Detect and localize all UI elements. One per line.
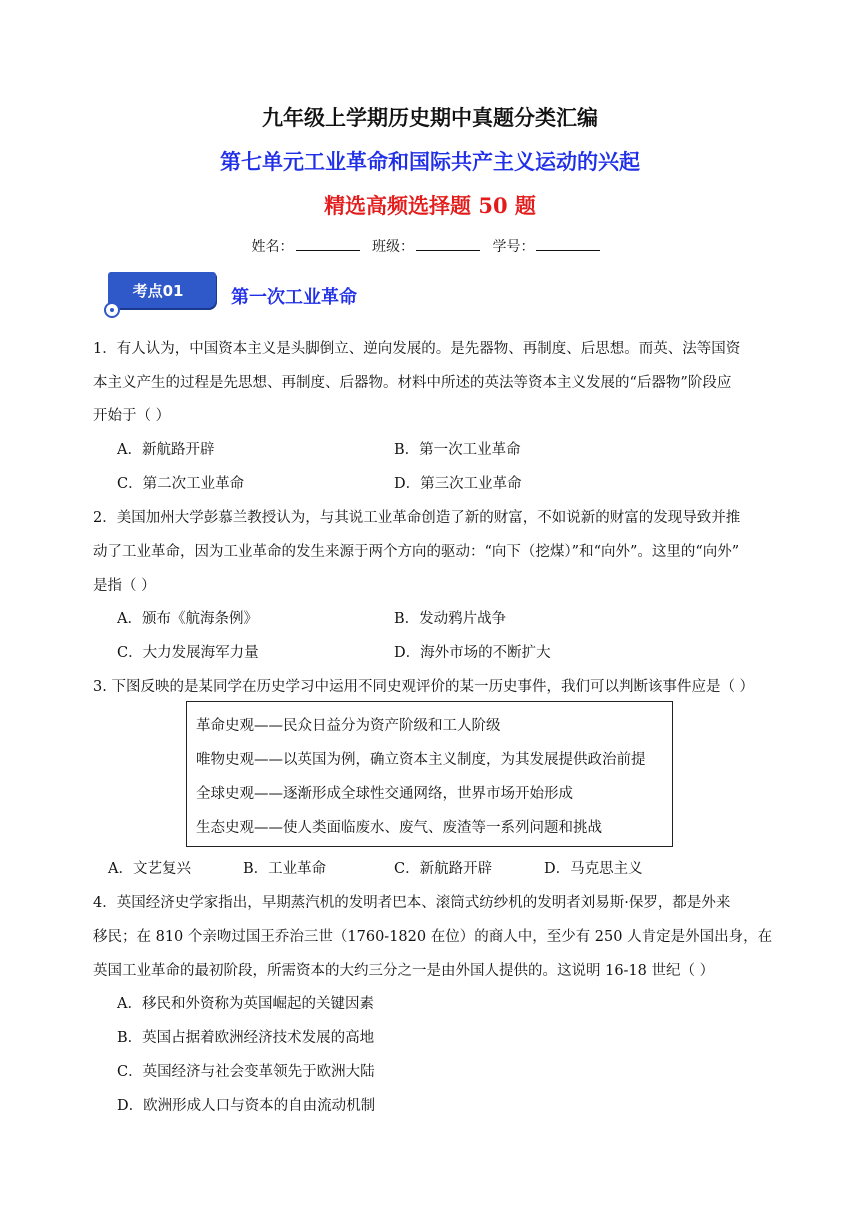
question-3-line: 3. 下图反映的是某同学在历史学习中运用不同史观评价的某一历史事件，我们可以判断该事件应是（ ）	[93, 679, 755, 695]
question-1-line: 1．有人认为，中国资本主义是头脚倒立、逆向发展的。是先器物、再制度、后思想。而英、法等国资	[93, 341, 741, 357]
question-2-option-c[interactable]: C．大力发展海军力量	[117, 645, 259, 661]
question-2-line: 动了工业革命，因为工业革命的发生来源于两个方向的驱动：“向下（挖煤）”和“向外”。这里的“向外”	[93, 544, 740, 560]
question-3-option-b[interactable]: B．工业革命	[243, 861, 327, 877]
question-1-option-c[interactable]: C．第二次工业革命	[117, 476, 245, 492]
question-4-line: 移民；在 810 个亲吻过国王乔治三世（1760-1820 在位）的商人中，至少有 250 人肯定是外国出身，在	[93, 929, 773, 945]
material-line: 革命史观——民众日益分为资产阶级和工人阶级	[196, 718, 501, 734]
class-label: 班级：	[372, 239, 414, 255]
question-2-option-d[interactable]: D．海外市场的不断扩大	[394, 645, 551, 661]
material-line: 生态史观——使人类面临废水、废气、废渣等一系列问题和挑战	[196, 820, 602, 836]
question-1-line: 本主义产生的过程是先思想、再制度、后器物。材料中所述的英法等资本主义发展的“后器物”阶段应	[93, 375, 732, 391]
id-label: 学号：	[492, 239, 535, 255]
section-title: 第一次工业革命	[231, 287, 357, 308]
question-2-option-a[interactable]: A．颁布《航海条例》	[117, 611, 258, 627]
question-2-line: 2．美国加州大学彭慕兰教授认为，与其说工业革命创造了新的财富，不如说新的财富的发现导致并推	[93, 510, 741, 526]
name-blank	[296, 237, 360, 251]
question-3-option-a[interactable]: A．文艺复兴	[108, 861, 191, 877]
question-1-option-b[interactable]: B．第一次工业革命	[394, 442, 521, 458]
question-2-line: 是指（ ）	[93, 578, 156, 594]
section-badge	[108, 272, 216, 312]
class-blank	[416, 237, 480, 251]
question-4-line: 4．英国经济史学家指出，早期蒸汽机的发明者巴本、滚筒式纺纱机的发明者刘易斯·保罗，都是外来	[93, 895, 731, 911]
question-4-option-b[interactable]: B．英国占据着欧洲经济技术发展的高地	[117, 1030, 375, 1046]
question-1-option-d[interactable]: D．第三次工业革命	[394, 476, 522, 492]
sub-title: 精选高频选择题 50 题	[324, 193, 536, 218]
id-blank	[536, 237, 600, 251]
badge-label: 考点01	[132, 282, 184, 300]
question-4-line: 英国工业革命的最初阶段，所需资本的大约三分之一是由外国人提供的。这说明 16-18 世纪（ ）	[93, 963, 715, 979]
unit-title: 第七单元工业革命和国际共产主义运动的兴起	[220, 149, 640, 174]
question-3-material-box	[186, 701, 673, 847]
name-label: 姓名：	[251, 239, 294, 255]
question-3-option-d[interactable]: D．马克思主义	[544, 861, 643, 877]
material-line: 唯物史观——以英国为例，确立资本主义制度，为其发展提供政治前提	[196, 752, 646, 768]
document-title: 九年级上学期历史期中真题分类汇编	[262, 105, 598, 130]
student-info-line	[0, 236, 860, 256]
question-4-option-c[interactable]: C．英国经济与社会变革领先于欧洲大陆	[117, 1064, 375, 1080]
material-line: 全球史观——逐渐形成全球性交通网络，世界市场开始形成	[196, 786, 573, 802]
badge-dot-icon	[104, 302, 120, 318]
question-4-option-a[interactable]: A．移民和外资称为英国崛起的关键因素	[117, 996, 374, 1012]
question-2-option-b[interactable]: B．发动鸦片战争	[394, 611, 507, 627]
question-4-option-d[interactable]: D．欧洲形成人口与资本的自由流动机制	[117, 1098, 376, 1114]
question-1-option-a[interactable]: A．新航路开辟	[117, 442, 215, 458]
question-3-option-c[interactable]: C．新航路开辟	[394, 861, 493, 877]
question-1-line: 开始于（ ）	[93, 408, 171, 424]
